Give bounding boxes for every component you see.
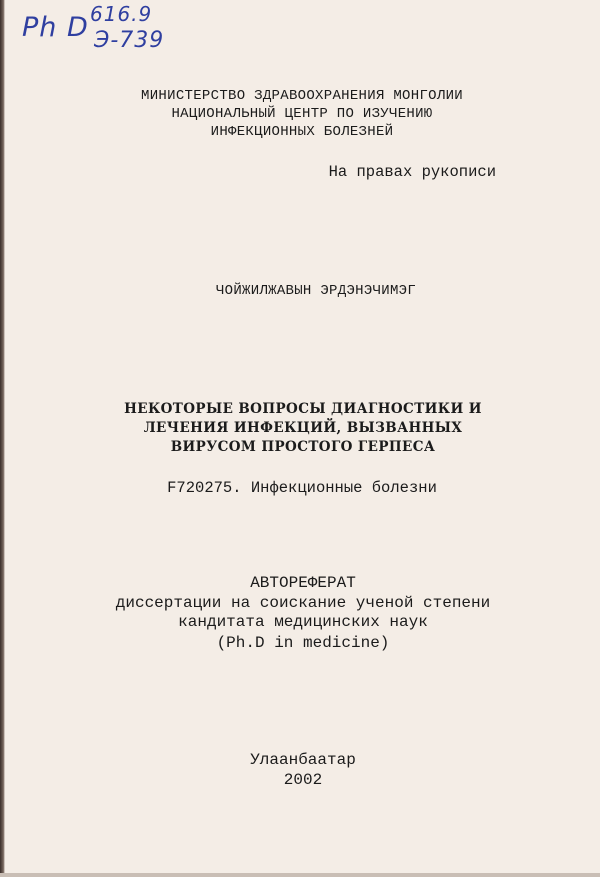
degree-line-2: кандитата медицинских наук xyxy=(178,613,428,631)
imprint-year: 2002 xyxy=(283,771,323,789)
shelfmark-class-number: 616.9 xyxy=(90,2,153,26)
title-line-2: ЛЕЧЕНИЯ ИНФЕКЦИЙ, ВЫЗВАННЫХ xyxy=(143,420,463,436)
ministry-line-1: МИНИСТЕРСТВО ЗДРАВООХРАНЕНИЯ МОНГОЛИИ xyxy=(141,88,463,104)
title-line-1: НЕКОТОРЫЕ ВОПРОСЫ ДИАГНОСТИКИ И xyxy=(124,401,482,417)
shelfmark-author-mark: Э-739 xyxy=(94,28,165,53)
abstract-heading: АВТОРЕФЕРАТ xyxy=(250,574,356,592)
shelfmark-prefix: Ph D xyxy=(22,12,89,43)
author-name: ЧОЙЖИЛЖАВЫН ЭРДЭНЭЧИМЭГ xyxy=(215,283,417,299)
imprint-city: Улаанбаатар xyxy=(250,751,356,769)
title-line-3: ВИРУСОМ ПРОСТОГО ГЕРПЕСА xyxy=(170,439,436,455)
specialty-code: F720275. Инфекционные болезни xyxy=(167,479,437,497)
ministry-line-3: ИНФЕКЦИОННЫХ БОЛЕЗНЕЙ xyxy=(210,124,394,140)
degree-line-1: диссертации на соискание ученой степени xyxy=(115,594,491,612)
rights-note: На правах рукописи xyxy=(328,163,496,181)
ministry-line-2: НАЦИОНАЛЬНЫЙ ЦЕНТР ПО ИЗУЧЕНИЮ xyxy=(171,106,433,122)
scan-bottom-edge xyxy=(0,873,600,877)
degree-line-3: (Ph.D in medicine) xyxy=(216,634,390,652)
